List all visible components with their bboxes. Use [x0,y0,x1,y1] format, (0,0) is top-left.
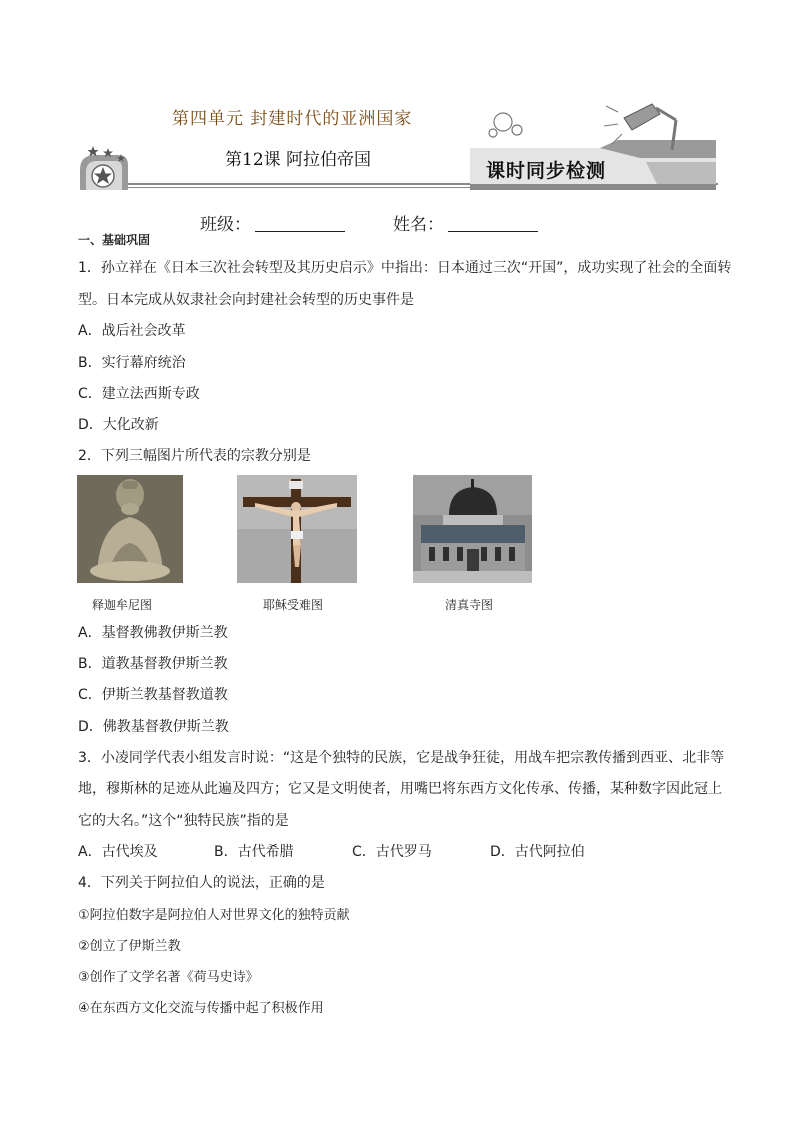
q1-option-b: B．实行幕府统治 [78,355,186,371]
q3-option-d: D．古代阿拉伯 [490,844,585,860]
q4-statement-1: ①阿拉伯数字是阿拉伯人对世界文化的独特贡献 [78,908,350,923]
unit-title: 第四单元 封建时代的亚洲国家 [172,109,413,129]
q1-stem-line2: 型。日本完成从奴隶社会向封建社会转型的历史事件是 [78,292,414,308]
q1-option-c: C．建立法西斯专政 [78,386,200,402]
q3-stem-line2: 地，穆斯林的足迹从此遍及四方；它又是文明使者，用嘴巴将东西方文化传承、传播，某种数字因此冠上 [78,781,722,797]
header-banner [0,0,794,200]
caption-mosque: 清真寺图 [445,598,494,612]
q4-statement-4: ④在东西方文化交流与传播中起了积极作用 [78,1001,324,1016]
name-blank[interactable] [448,215,538,232]
q1-option-d: D．大化改新 [78,417,159,433]
q2-option-c: C．伊斯兰教基督教道教 [78,687,228,703]
q3-option-a: A．古代埃及 [78,844,158,860]
q2-option-b: B．道教基督教伊斯兰教 [78,656,228,672]
q4-statement-2: ②创立了伊斯兰教 [78,939,181,954]
class-label: 班级： [200,215,251,235]
section-heading: 一、基础巩固 [78,233,151,247]
buddha-image [77,475,183,583]
star-emblem-icon [80,146,128,190]
q3-stem-line1: 3．小凌同学代表小组发言时说：“这是个独特的民族，它是战争狂徒，用战车把宗教传播到西亚、北非等 [78,750,725,766]
q4-stem: 4．下列关于阿拉伯人的说法，正确的是 [78,875,325,891]
q2-option-d: D．佛教基督教伊斯兰教 [78,719,229,735]
q3-option-b: B．古代希腊 [214,844,294,860]
name-field [393,210,538,235]
q1-option-a: A．战后社会改革 [78,323,186,339]
q1-stem-line1: 1．孙立祥在《日本三次社会转型及其历史启示》中指出：日本通过三次“开国”，成功实现了社会的全面转 [78,260,732,276]
bubbles-icon [489,113,522,137]
q4-statement-3: ③创作了文学名著《荷马史诗》 [78,970,259,985]
q2-stem: 2．下列三幅图片所代表的宗教分别是 [78,448,311,464]
crucifix-image [237,475,357,583]
class-blank[interactable] [255,215,345,232]
sync-test-badge: 课时同步检测 [486,160,607,182]
name-label: 姓名： [393,215,444,235]
q3-option-c: C．古代罗马 [352,844,432,860]
caption-crucifixion: 耶稣受难图 [263,598,324,612]
q3-stem-line3: 它的大名。”这个“独特民族”指的是 [78,813,289,829]
q2-option-a: A．基督教佛教伊斯兰教 [78,625,228,641]
lesson-title: 第12课 阿拉伯帝国 [225,150,372,170]
class-field [200,210,345,235]
mosque-image [413,475,532,583]
caption-buddha: 释迦牟尼图 [92,598,153,612]
